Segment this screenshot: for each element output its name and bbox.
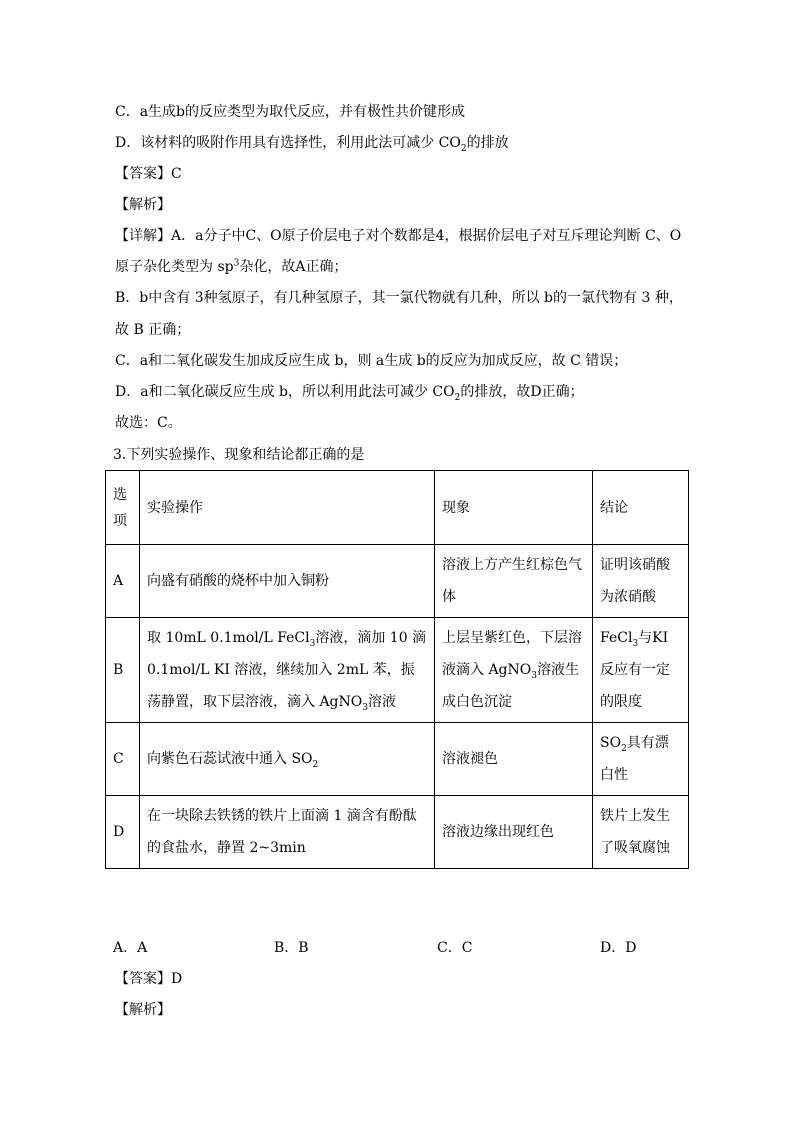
row-label <box>106 796 140 869</box>
header-phenomenon-label: 现象 <box>442 499 470 516</box>
q2-answer-line <box>115 164 182 184</box>
operation-cell <box>140 723 435 796</box>
q3-stem <box>113 445 364 465</box>
operation-text: 取 10mL 0.1mol/L FeCl <box>147 630 310 646</box>
operation-text: 溶液 <box>367 694 396 710</box>
header-cell-operation <box>140 471 435 545</box>
option-c-line <box>115 102 465 122</box>
conclusion-cell <box>593 618 689 723</box>
answer-value: D <box>171 971 183 987</box>
phenomenon-text: 上层呈紫红色，下层溶液滴入 AgNO <box>442 630 582 678</box>
operation-text: 在一块除去铁锈的铁片上面滴 1 滴含有酚酞的食盐水，静置 2~3min <box>147 808 417 856</box>
choice-a <box>113 938 147 958</box>
choice-d-text: D．D <box>600 940 637 956</box>
q2-detail-line-3 <box>115 288 683 308</box>
choice-b <box>274 938 309 958</box>
conclusion-subscript: 2 <box>621 743 627 754</box>
detail-text-end: 杂化，故A正确； <box>239 259 348 275</box>
table-row <box>106 618 689 723</box>
table-row <box>106 723 689 796</box>
row-label-text: A <box>113 573 124 589</box>
analysis-tag: 【解析】 <box>115 197 171 213</box>
q2-detail-line-5 <box>115 351 627 371</box>
choice-c-text: C．C <box>437 940 473 956</box>
header-operation-label: 实验操作 <box>147 499 203 516</box>
detail-text-end: 的排放，故D正确； <box>460 384 584 400</box>
q2-detail-line-1 <box>115 226 681 246</box>
answer-tag: 【答案】 <box>115 166 171 182</box>
conclusion-text: 具有漂白性 <box>600 735 669 783</box>
row-label-text: D <box>113 824 125 840</box>
experiment-table <box>105 470 689 869</box>
header-cell-option <box>106 471 140 545</box>
operation-subscript: 2 <box>312 759 319 770</box>
row-label-text: C <box>113 751 124 767</box>
conclusion-subscript: 3 <box>632 638 639 649</box>
conclusion-text: 铁片上发生了吸氧腐蚀 <box>600 808 670 856</box>
option-d-text: D．该材料的吸附作用具有选择性，利用此法可减少 CO <box>115 135 461 151</box>
operation-cell <box>140 796 435 869</box>
phenomenon-text: 溶液上方产生红棕色气体 <box>442 557 582 605</box>
phenomenon-cell <box>435 796 593 869</box>
detail-text: D．a和二氧化碳反应生成 b，所以利用此法可减少 CO <box>115 384 455 400</box>
conclusion-text: 证明该硝酸为浓硝酸 <box>600 557 670 605</box>
operation-cell <box>140 618 435 723</box>
phenomenon-cell <box>435 545 593 618</box>
header-conclusion-label: 结论 <box>600 499 628 516</box>
phenomenon-text: 溶液生成白色沉淀 <box>442 662 579 710</box>
operation-subscript: 3 <box>362 702 368 713</box>
answer-value: C <box>171 166 182 182</box>
detail-text: 原子杂化类型为 sp <box>115 259 234 275</box>
row-label <box>106 618 140 723</box>
row-label <box>106 723 140 796</box>
row-label-text: B <box>113 662 124 678</box>
conclusion-text: SO <box>600 735 622 751</box>
detail-subscript: 2 <box>454 392 461 403</box>
choice-c <box>437 938 472 958</box>
operation-subscript: 3 <box>309 638 316 649</box>
q2-detail-line-6 <box>115 382 584 402</box>
operation-text: 溶液，滴加 10 滴 0.1mol/L KI 溶液，继续加入 2mL 苯，振荡静置，取下层溶液，滴入 AgNO <box>147 630 427 710</box>
operation-cell <box>140 545 435 618</box>
choice-d <box>600 938 636 958</box>
q3-answer-line <box>115 969 182 989</box>
q2-analysis-line <box>115 195 171 215</box>
operation-text: 向盛有硝酸的烧杯中加入铜粉 <box>147 573 329 589</box>
phenomenon-text: 溶液褪色 <box>442 751 498 767</box>
conclusion-cell <box>593 545 689 618</box>
phenomenon-text: 溶液边缘出现红色 <box>442 824 554 840</box>
q2-detail-line-2 <box>115 257 347 277</box>
table-header-row <box>106 471 689 545</box>
detail-text: 故 B 正确； <box>115 322 191 338</box>
header-option-label: 选项 <box>113 486 127 529</box>
detail-text: C．a和二氧化碳发生加成反应生成 b，则 a生成 b的反应为加成反应，故 C 错误； <box>115 353 628 369</box>
q2-conclusion-line <box>115 413 182 433</box>
header-cell-phenomenon <box>435 471 593 545</box>
option-d-text-end: 的排放 <box>466 135 509 151</box>
conclusion-text: FeCl <box>600 630 633 646</box>
choice-a-text: A．A <box>113 940 148 956</box>
phenomenon-cell <box>435 618 593 723</box>
header-cell-conclusion <box>593 471 689 545</box>
conclusion-text: 故选：C。 <box>115 415 182 431</box>
analysis-tag: 【解析】 <box>115 1002 171 1018</box>
q3-analysis-line <box>115 1000 171 1020</box>
operation-text: 向紫色石蕊试液中通入 SO <box>147 751 313 767</box>
conclusion-cell <box>593 796 689 869</box>
detail-superscript: 3 <box>233 258 240 269</box>
table-row <box>106 796 689 869</box>
option-c-text: C．a生成b的反应类型为取代反应，并有极性共价键形成 <box>115 104 466 120</box>
option-d-line <box>115 133 509 153</box>
option-d-subscript: 2 <box>460 143 467 154</box>
question-stem-text: 3.下列实验操作、现象和结论都正确的是 <box>113 447 365 463</box>
conclusion-cell <box>593 723 689 796</box>
q2-detail-line-4 <box>115 320 190 340</box>
detail-text: B．b中含有 3种氢原子，有几种氢原子，其一氯代物就有几种，所以 b的一氯代物有 3 种， <box>115 290 683 306</box>
choice-b-text: B．B <box>274 940 309 956</box>
table-row <box>106 545 689 618</box>
phenomenon-subscript: 3 <box>531 670 537 681</box>
answer-tag: 【答案】 <box>115 971 171 987</box>
conclusion-text: 与KI 反应有一定的限度 <box>600 630 670 710</box>
row-label <box>106 545 140 618</box>
detail-text: 【详解】A．a分子中C、O原子价层电子对个数都是4，根据价层电子对互斥理论判断 C、O <box>115 228 682 244</box>
phenomenon-cell <box>435 723 593 796</box>
